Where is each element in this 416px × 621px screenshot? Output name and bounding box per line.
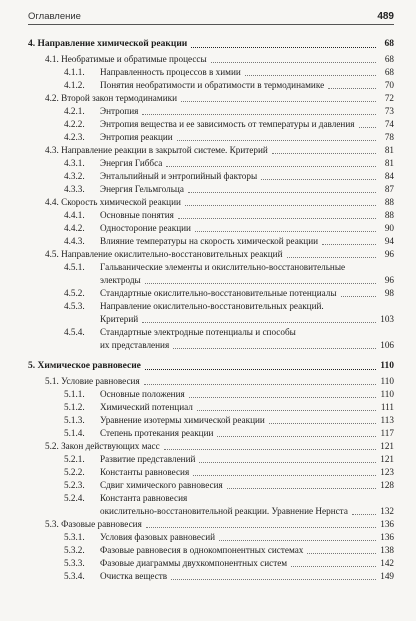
toc-entry-page: 68 [378,53,394,66]
toc-entry-title: Влияние температуры на скорость химической реакции [100,236,319,246]
toc-entry-page: 81 [378,157,394,170]
toc-entry-title: Степень протекания реакции [100,428,214,438]
toc-entry-page: 138 [378,544,394,557]
leader-dots [178,218,376,219]
leader-dots [142,322,376,323]
toc-entry-number: 4.3.3. [64,184,85,194]
toc-section-4-4[interactable] [28,196,394,209]
toc-entry-number: 4.3.2. [64,171,85,181]
toc-entry-page: 74 [378,118,394,131]
toc-subsection-5-1-3[interactable] [28,414,394,427]
toc-entry-number: 4.2.1. [64,106,85,116]
toc-subsection-5-2-4-line1[interactable] [28,492,394,505]
leader-dots [272,153,376,154]
toc-entry-number: 5.3.1. [64,532,85,542]
toc-section-5-3[interactable] [28,518,394,531]
leader-dots [245,75,376,76]
toc-subsection-5-3-4[interactable] [28,570,394,583]
leader-dots [145,369,376,370]
toc-entry-page: 68 [378,66,394,79]
leader-dots [193,475,376,476]
leader-dots [211,62,376,63]
leader-dots [269,423,376,424]
toc-subsection-5-3-2[interactable] [28,544,394,557]
toc-entry-page: 78 [378,131,394,144]
toc-entry-title: 4.2. Второй закон термодинамики [45,93,177,103]
toc-entry-title: 4. Направление химической реакции [28,39,188,49]
toc-subsection-4-3-1[interactable] [28,157,394,170]
toc-subsection-4-5-4-line1[interactable] [28,326,394,339]
toc-chapter-4[interactable] [28,38,394,51]
leader-dots [146,527,376,528]
toc-subsection-4-3-3[interactable] [28,183,394,196]
toc-entry-title: Понятия необратимости и обратимости в термодинамике [100,80,325,90]
header-rule [28,24,394,25]
toc-entry-title: Условия фазовых равновесий [100,532,216,542]
toc-subsection-4-1-1[interactable] [28,66,394,79]
toc-entry-title: Энтальпийный и энтропийный факторы [100,171,258,181]
toc-entry-title: 4.4. Скорость химической реакции [45,197,181,207]
toc-subsection-4-3-2[interactable] [28,170,394,183]
toc-chapter-5[interactable] [28,360,394,373]
toc-entry-page: 136 [378,518,394,531]
toc-entry-page: 84 [378,170,394,183]
toc-subsection-4-5-2[interactable] [28,287,394,300]
toc-entry-title: Сдвиг химического равновесия [100,480,223,490]
toc-entry-number: 5.1.3. [64,415,85,425]
toc-entry-title: Химический потенциал [100,402,193,412]
toc-entry-title-line2: электроды [100,275,141,285]
toc-entry-page: 87 [378,183,394,196]
toc-entry-title: Основные положения [100,389,185,399]
toc-entry-title-line1: Стандартные электродные потенциалы и способы [100,327,296,337]
toc-subsection-5-1-2[interactable] [28,401,394,414]
toc-entry-page: 132 [378,505,394,518]
toc-entry-title: 4.5. Направление окислительно-восстановительных реакций [45,249,283,259]
toc-section-5-2[interactable] [28,440,394,453]
leader-dots [185,205,376,206]
toc-entry-page: 123 [378,466,394,479]
toc-entry-title: Энтропия вещества и ее зависимость от температуры и давления [100,119,355,129]
toc-entry-page: 117 [378,427,394,440]
toc-entry-number: 4.5.2. [64,288,85,298]
toc-entry-number: 4.2.2. [64,119,85,129]
toc-entry-page: 106 [378,339,394,352]
toc-subsection-5-1-4[interactable] [28,427,394,440]
toc-section-4-5[interactable] [28,248,394,261]
leader-dots [197,410,376,411]
toc-section-4-2[interactable] [28,92,394,105]
leader-dots [352,514,376,515]
toc-entry-title: Уравнение изотермы химической реакции [100,415,265,425]
leader-dots [145,283,376,284]
toc-section-5-1[interactable] [28,375,394,388]
toc-entry-page: 136 [378,531,394,544]
leader-dots [164,449,376,450]
toc-entry-title: Развитие представлений [100,454,196,464]
toc-entry-number: 5.3.2. [64,545,85,555]
toc-section-4-3[interactable] [28,144,394,157]
toc-entry-title: Фазовые диаграммы двухкомпонентных систем [100,558,288,568]
toc-entry-title: 5.1. Условие равновесия [45,376,140,386]
toc-entry-title: 5. Химическое равновесие [28,361,141,371]
toc-entry-page: 121 [378,453,394,466]
toc-entry-page: 90 [378,222,394,235]
toc-entry-number: 5.1.2. [64,402,85,412]
toc-entry-title: Энергия Гельмгольца [100,184,184,194]
toc-subsection-5-1-1[interactable] [28,388,394,401]
toc-entry-page: 94 [378,235,394,248]
toc-subsection-4-1-2[interactable] [28,79,394,92]
toc-entry-number: 4.1.1. [64,67,85,77]
leader-dots [341,296,376,297]
toc-subsection-5-2-4-line2[interactable] [28,505,394,518]
toc-entry-number: 5.3.3. [64,558,85,568]
toc-entry-title: Очистка веществ [100,571,168,581]
toc-entry-title-line2: их представления [100,340,170,350]
leader-dots [291,566,376,567]
toc-entry-number: 4.4.3. [64,236,85,246]
toc-entry-title-line1: Направление окислительно-восстановительных реакций. [100,301,324,311]
running-header [28,4,394,22]
toc-entry-page: 110 [378,375,394,388]
leader-dots [166,166,376,167]
toc-subsection-5-2-1[interactable] [28,453,394,466]
toc-entry-title: Одностороние реакции [100,223,191,233]
toc-entry-title: 5.2. Закон действующих масс [45,441,160,451]
toc-entry-number: 4.2.3. [64,132,85,142]
toc-entry-number: 4.5.4. [64,327,85,337]
toc-entry-number: 5.2.4. [64,493,85,503]
leader-dots [227,488,376,489]
leader-dots [144,384,376,385]
toc-entry-page: 128 [378,479,394,492]
toc-entry-page: 73 [378,105,394,118]
toc-entry-page: 88 [378,196,394,209]
leader-dots [189,397,376,398]
leader-dots [328,88,376,89]
toc-subsection-4-2-3[interactable] [28,131,394,144]
toc-entry-number: 5.3.4. [64,571,85,581]
toc-entry-page: 110 [378,388,394,401]
toc-entry-page: 121 [378,440,394,453]
leader-dots [219,540,376,541]
leader-dots [142,114,376,115]
toc-entry-title: Энтропия реакции [100,132,173,142]
toc-entry-number: 4.5.1. [64,262,85,272]
toc-entry-title: Константы равновесия [100,467,190,477]
toc-subsection-4-4-2[interactable] [28,222,394,235]
toc-subsection-5-2-2[interactable] [28,466,394,479]
toc-entry-title: Стандартные окислительно-восстановительные потенциалы [100,288,337,298]
toc-subsection-4-5-3-line2[interactable] [28,313,394,326]
toc-subsection-5-2-3[interactable] [28,479,394,492]
toc-entry-number: 5.1.1. [64,389,85,399]
table-of-contents [28,34,394,583]
toc-entry-title-line2: окислительно-восстановительной реакции. Уравнение Нернста [100,506,348,516]
toc-entry-number: 5.2.3. [64,480,85,490]
toc-entry-page: 70 [378,79,394,92]
toc-entry-page: 88 [378,209,394,222]
leader-dots [217,436,376,437]
toc-entry-title: Основные понятия [100,210,174,220]
toc-subsection-5-3-3[interactable] [28,557,394,570]
leader-dots [188,192,376,193]
leader-dots [199,462,376,463]
leader-dots [171,579,376,580]
leader-dots [191,47,376,48]
toc-entry-page: 72 [378,92,394,105]
leader-dots [322,244,376,245]
toc-entry-title: 5.3. Фазовые равновесия [45,519,142,529]
header-page-number: 489 [377,11,394,22]
toc-entry-page: 111 [378,401,394,414]
toc-entry-page: 110 [378,360,394,373]
leader-dots [177,140,376,141]
toc-entry-page: 68 [378,38,394,51]
toc-entry-title: Направленность процессов в химии [100,67,241,77]
toc-subsection-4-5-1-line1[interactable] [28,261,394,274]
toc-entry-title: Энтропия [100,106,139,116]
toc-entry-number: 5.1.4. [64,428,85,438]
toc-subsection-4-4-3[interactable] [28,235,394,248]
toc-entry-page: 113 [378,414,394,427]
leader-dots [261,179,376,180]
toc-entry-number: 4.3.1. [64,158,85,168]
toc-subsection-4-5-1-line2[interactable] [28,274,394,287]
toc-entry-title-line1: Гальванические элементы и окислительно-восстановительные [100,262,346,272]
leader-dots [307,553,376,554]
toc-entry-page: 81 [378,144,394,157]
toc-entry-number: 4.4.1. [64,210,85,220]
toc-entry-number: 5.2.1. [64,454,85,464]
toc-entry-page: 96 [378,248,394,261]
toc-entry-title: 4.1. Необратимые и обратимые процессы [45,54,207,64]
header-section-title: Оглавление [28,11,81,22]
leader-dots [287,257,377,258]
toc-subsection-4-2-2[interactable] [28,118,394,131]
toc-entry-number: 4.5.3. [64,301,85,311]
toc-entry-number: 4.1.2. [64,80,85,90]
toc-entry-page: 142 [378,557,394,570]
toc-entry-page: 96 [378,274,394,287]
toc-subsection-4-4-1[interactable] [28,209,394,222]
leader-dots [181,101,376,102]
toc-subsection-4-2-1[interactable] [28,105,394,118]
toc-entry-page: 98 [378,287,394,300]
toc-entry-title: 4.3. Направление реакции в закрытой системе. Критерий [45,145,268,155]
toc-entry-number: 4.4.2. [64,223,85,233]
toc-section-4-1[interactable] [28,53,394,66]
toc-entry-title: Фазовые равновесия в однокомпонентных системах [100,545,304,555]
toc-entry-page: 149 [378,570,394,583]
toc-subsection-4-5-3-line1[interactable] [28,300,394,313]
toc-entry-title-line2: Критерий [100,314,139,324]
toc-subsection-5-3-1[interactable] [28,531,394,544]
leader-dots [359,127,377,128]
toc-entry-title-line1: Константа равновесия [100,493,188,503]
toc-entry-title: Энергия Гиббса [100,158,163,168]
leader-dots [195,231,376,232]
toc-entry-page: 103 [378,313,394,326]
leader-dots [173,348,376,349]
toc-entry-number: 5.2.2. [64,467,85,477]
toc-subsection-4-5-4-line2[interactable] [28,339,394,352]
